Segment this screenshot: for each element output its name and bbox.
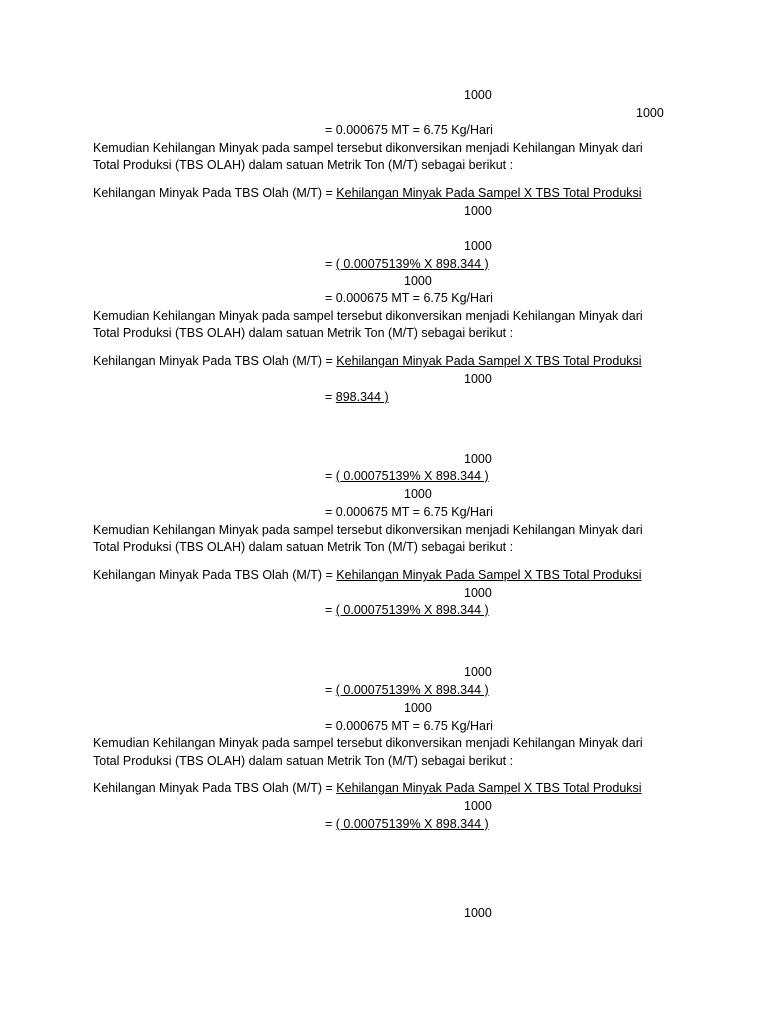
calc-numerator: ( 0.00075139% X 898.344 ) — [335, 683, 489, 697]
equals-sign: = — [325, 257, 336, 271]
denominator: 1000 — [636, 106, 664, 120]
paragraph-line: Total Produksi (TBS OLAH) dalam satuan Metrik Ton (M/T) sebagai berikut : — [93, 326, 514, 340]
calc-line — [325, 256, 489, 273]
denominator: 1000 — [464, 88, 492, 102]
denominator: 1000 — [464, 586, 492, 600]
result-line: = 0.000675 MT = 6.75 Kg/Hari — [325, 505, 493, 519]
calc-line — [325, 816, 489, 833]
formula-prefix: Kehilangan Minyak Pada TBS Olah (M/T) = — [93, 568, 337, 582]
denominator: 1000 — [464, 452, 492, 466]
paragraph-line: Total Produksi (TBS OLAH) dalam satuan Metrik Ton (M/T) sebagai berikut : — [93, 158, 514, 172]
formula-prefix: Kehilangan Minyak Pada TBS Olah (M/T) = — [93, 781, 337, 795]
equals-sign: = — [325, 390, 336, 404]
denominator: 1000 — [464, 239, 492, 253]
denominator: 1000 — [404, 701, 432, 715]
equals-sign: = — [325, 469, 336, 483]
denominator: 1000 — [404, 274, 432, 288]
formula-numerator: Kehilangan Minyak Pada Sampel X TBS Total Produksi — [336, 354, 642, 368]
formula-prefix: Kehilangan Minyak Pada TBS Olah (M/T) = — [93, 186, 337, 200]
equals-sign: = — [325, 603, 336, 617]
calc-numerator: ( 0.00075139% X 898.344 ) — [335, 257, 489, 271]
result-line: = 0.000675 MT = 6.75 Kg/Hari — [325, 719, 493, 733]
partial-numerator: 898.344 ) — [335, 390, 389, 404]
formula-line — [93, 567, 642, 584]
formula-numerator: Kehilangan Minyak Pada Sampel X TBS Total Produksi — [336, 568, 642, 582]
result-line: = 0.000675 MT = 6.75 Kg/Hari — [325, 123, 493, 137]
formula-numerator: Kehilangan Minyak Pada Sampel X TBS Total Produksi — [336, 781, 642, 795]
formula-numerator: Kehilangan Minyak Pada Sampel X TBS Total Produksi — [336, 186, 642, 200]
paragraph-line: Kemudian Kehilangan Minyak pada sampel tersebut dikonversikan menjadi Kehilangan Minyak dari — [93, 141, 643, 155]
paragraph-line: Kemudian Kehilangan Minyak pada sampel tersebut dikonversikan menjadi Kehilangan Minyak dari — [93, 736, 643, 750]
paragraph-line: Total Produksi (TBS OLAH) dalam satuan Metrik Ton (M/T) sebagai berikut : — [93, 540, 514, 554]
formula-prefix: Kehilangan Minyak Pada TBS Olah (M/T) = — [93, 354, 337, 368]
paragraph-line: Total Produksi (TBS OLAH) dalam satuan Metrik Ton (M/T) sebagai berikut : — [93, 754, 514, 768]
formula-line — [93, 185, 642, 202]
result-line: = 0.000675 MT = 6.75 Kg/Hari — [325, 291, 493, 305]
calc-numerator: ( 0.00075139% X 898.344 ) — [335, 603, 489, 617]
equals-sign: = — [325, 683, 336, 697]
calc-numerator: ( 0.00075139% X 898.344 ) — [335, 469, 489, 483]
denominator: 1000 — [464, 665, 492, 679]
calc-line — [325, 602, 489, 619]
calc-line — [325, 682, 489, 699]
calc-line — [325, 389, 389, 406]
denominator: 1000 — [404, 487, 432, 501]
paragraph-line: Kemudian Kehilangan Minyak pada sampel tersebut dikonversikan menjadi Kehilangan Minyak dari — [93, 309, 643, 323]
equals-sign: = — [325, 817, 336, 831]
paragraph-line: Kemudian Kehilangan Minyak pada sampel tersebut dikonversikan menjadi Kehilangan Minyak dari — [93, 523, 643, 537]
formula-line — [93, 780, 642, 797]
formula-line — [93, 353, 642, 370]
calc-line — [325, 468, 489, 485]
denominator: 1000 — [464, 204, 492, 218]
denominator: 1000 — [464, 906, 492, 920]
calc-numerator: ( 0.00075139% X 898.344 ) — [335, 817, 489, 831]
denominator: 1000 — [464, 799, 492, 813]
denominator: 1000 — [464, 372, 492, 386]
